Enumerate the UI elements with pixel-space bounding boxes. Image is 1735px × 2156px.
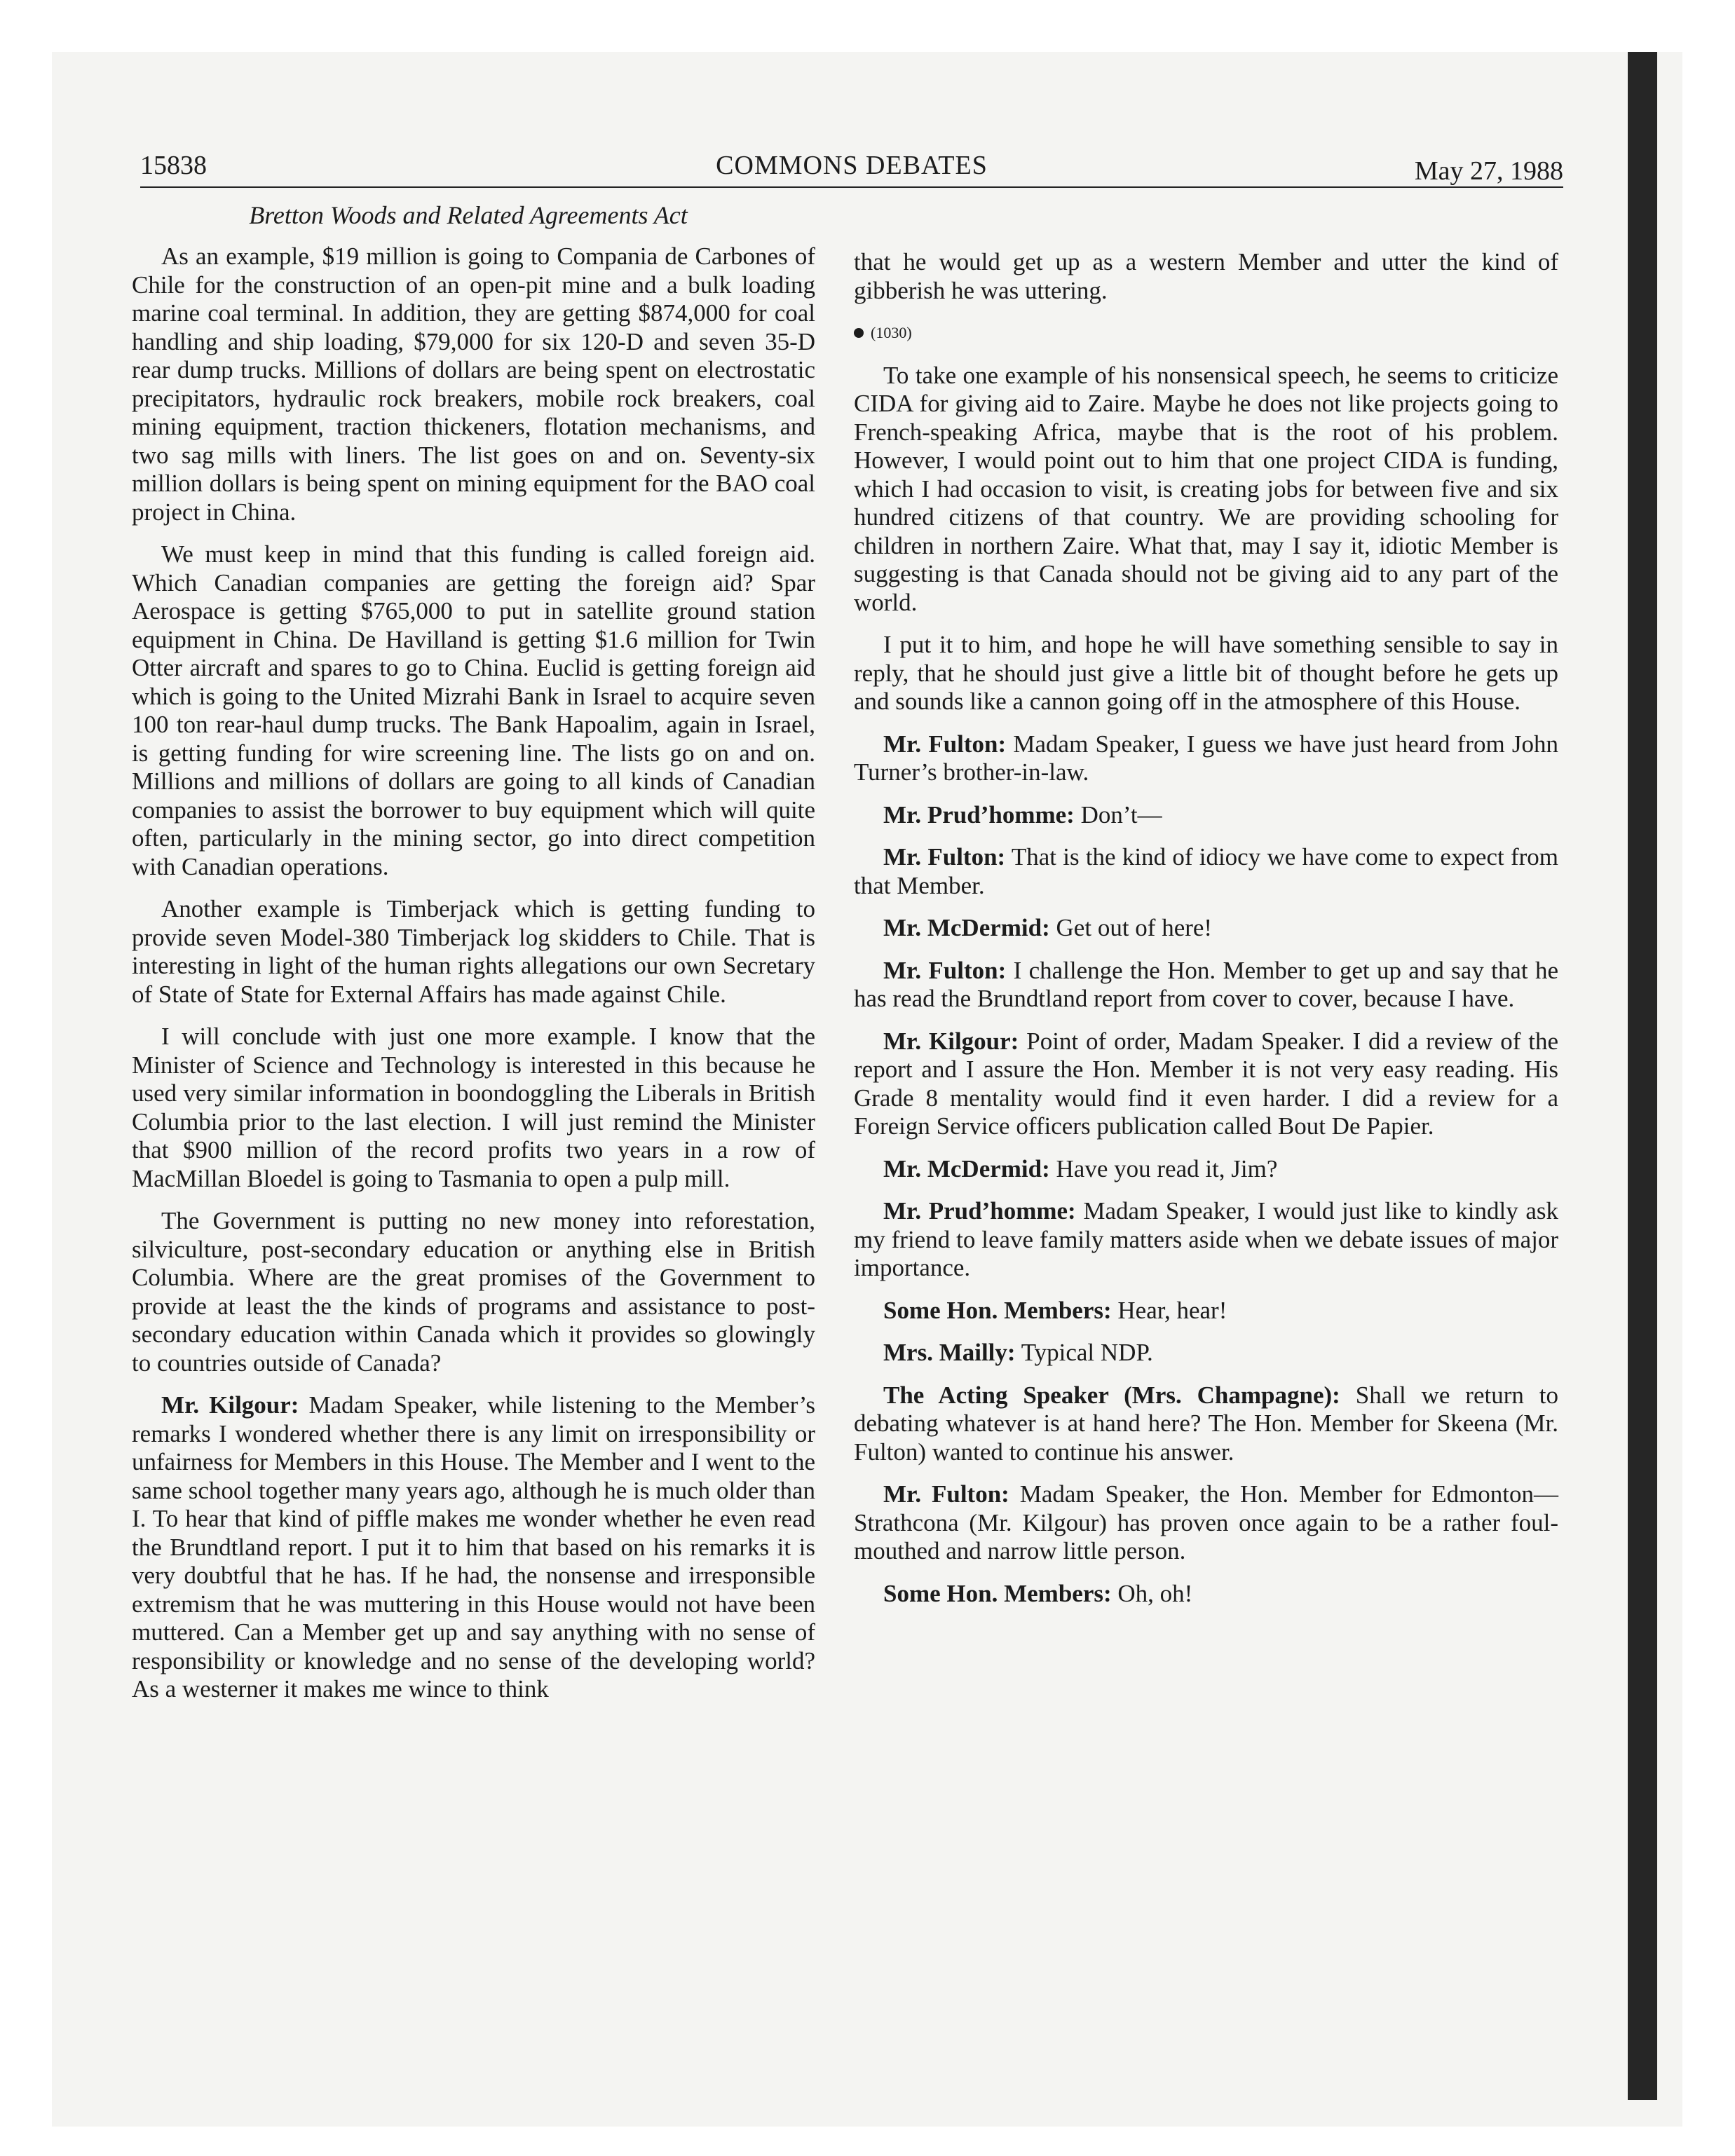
paragraph	[854, 1197, 1558, 1283]
paragraph	[854, 631, 1558, 716]
scan-edge-shadow	[1628, 52, 1657, 2100]
paragraph-text: Point of order, Madam Speaker. I did a review of the report and I assure the Hon. Member it is not very easy reading. His Grade 8 mentality would find it even harder. I did a review for a Foreign Service officers publication called Bout De Papier.	[854, 1027, 1559, 1140]
continued-paragraph: that he would get up as a western Member and utter the kind of gibberish he was uttering.	[854, 248, 1558, 304]
bill-title: Bretton Woods and Related Agreements Act	[249, 201, 688, 229]
paragraph-text: I put it to him, and hope he will have something sensible to say in reply, that he should just give a little bit of thought before he gets up and sounds like a cannon going off in the atmosphere of this House.	[854, 631, 1558, 715]
speaker-name: Mr. Fulton:	[883, 956, 1007, 984]
paragraph	[854, 1480, 1558, 1566]
paragraph-text: We must keep in mind that this funding is called foreign aid. Which Canadian companies are getting the foreign aid? Spar Aerospace is getting $765,000 to put in satellite ground station equipment in China. De Havilland is getting $1.6 million for Twin Otter aircraft and spares to go to China. Euclid is getting foreign aid which is going to the United Mizrahi Bank in Israel to acquire seven 100 ton rear-haul dump trucks. The Bank Hapoalim, again in Israel, is getting funding for wire screening line. The lists go on and on. Millions and millions of dollars are going to all kinds of Canadian companies to assist the borrower to buy equipment which will quite often, particularly in the mining sector, go into direct competition with Canadian operations.	[132, 540, 815, 880]
bullet-icon	[854, 328, 864, 338]
speaker-name: Some Hon. Members:	[883, 1296, 1112, 1324]
speaker-name: Mr. Prud’homme:	[883, 1197, 1076, 1224]
paragraph-text: Madam Speaker, the Hon. Member for Edmonton—Strathcona (Mr. Kilgour) has proven once again to be a rather foul-mouthed and narrow little person.	[854, 1480, 1559, 1564]
paragraph-text: Get out of here!	[1056, 914, 1213, 941]
paragraph	[132, 243, 815, 526]
paragraph	[854, 914, 1558, 943]
paragraph	[132, 1023, 815, 1193]
speaker-name: Mr. Kilgour:	[883, 1027, 1019, 1055]
page-header	[140, 140, 1563, 196]
paragraph	[132, 1207, 815, 1377]
paragraph	[854, 1297, 1558, 1325]
paragraph-text: Another example is Timberjack which is getting funding to provide seven Model-380 Timberjack log skidders to Chile. That is interesting in light of the human rights allegations our own Secretary of State of State for External Affairs has made against Chile.	[132, 895, 815, 1008]
time-marker	[854, 319, 1558, 348]
paragraph	[854, 1028, 1558, 1141]
paragraph-text: The Government is putting no new money into reforestation, silviculture, post-secondary education or anything else in British Columbia. Where are the great promises of the Government to provide at least the the kinds of programs and assistance to post-secondary education within Canada which it provides so glowingly to countries outside of Canada?	[132, 1207, 815, 1377]
paragraph-text: Madam Speaker, I guess we have just heard from John Turner’s brother-in-law.	[854, 730, 1559, 786]
paragraph	[854, 362, 1558, 618]
right-column-body	[854, 362, 1558, 1609]
paragraph	[854, 801, 1558, 830]
time-marker-label: (1030)	[871, 324, 912, 341]
paragraph	[854, 1580, 1558, 1609]
page-date: May 27, 1988	[1414, 156, 1563, 186]
paragraph-text: Don’t—	[1080, 800, 1162, 828]
left-column	[132, 243, 815, 1718]
speaker-name: Mr. Fulton:	[883, 843, 1006, 871]
paragraph-text: Oh, oh!	[1117, 1579, 1193, 1607]
paragraph-text: I will conclude with just one more example. I know that the Minister of Science and Technology is interested in this because he used very similar information in boondoggling the Liberals in British Columbia prior to the last election. I will just remind the Minister that $900 million of the record profits two years in a row of MacMillan Bloedel is going to Tasmania to open a pulp mill.	[132, 1023, 815, 1192]
paragraph-text: Typical NDP.	[1021, 1339, 1153, 1366]
paragraph	[854, 957, 1558, 1014]
speaker-name: Mrs. Mailly:	[883, 1339, 1016, 1366]
speaker-name: Some Hon. Members:	[883, 1579, 1112, 1607]
paragraph-text: To take one example of his nonsensical speech, he seems to criticize CIDA for giving aid to Zaire. Maybe he does not like projects going to French-speaking Africa, maybe that is the root of his problem. However, I would point out to him that one project CIDA is funding, which I had occasion to visit, is creating jobs for between five and six hundred citizens of that country. We are providing schooling for children in northern Zaire. What that, may I say it, idiotic Member is suggesting is that Canada should not be giving aid to any part of the world.	[854, 361, 1558, 616]
paragraph-text: Madam Speaker, while listening to the Member’s remarks I wondered whether there is any limit on irresponsibility or unfairness for Members in this House. The Member and I went to the same school together many years ago, although he is much older than I. To hear that kind of piffle makes me wonder whether he even read the Brundtland report. I put it to him that based on his remarks it is very doubtful that he has. If he had, the nonsense and irresponsible extremism that he was muttering in this House would not have been muttered. Can a Member get up and say anything with no sense of responsibility or knowledge and no sense of the developing world? As a westerner it makes me wince to think	[132, 1391, 816, 1703]
paragraph	[854, 1381, 1558, 1467]
paragraph	[854, 843, 1558, 900]
paragraph	[854, 730, 1558, 787]
speaker-name: Mr. Prud’homme:	[883, 800, 1075, 828]
header-rule	[140, 186, 1563, 188]
paragraph-text: I challenge the Hon. Member to get up and say that he has read the Brundtland report from cover to cover, because I have.	[854, 956, 1558, 1012]
paragraph	[132, 540, 815, 881]
speaker-name: Mr. Fulton:	[883, 730, 1007, 758]
paragraph	[854, 1339, 1558, 1367]
speaker-name: Mr. McDermid:	[883, 914, 1050, 941]
paragraph-text: Shall we return to debating whatever is at hand here? The Hon. Member for Skeena (Mr. Fulton) wanted to continue his answer.	[854, 1381, 1558, 1466]
paragraph-text: Have you read it, Jim?	[1056, 1154, 1278, 1182]
speaker-name: Mr. Kilgour:	[161, 1391, 299, 1419]
paragraph	[132, 1391, 815, 1704]
speaker-name: Mr. Fulton:	[883, 1480, 1009, 1508]
speaker-name: The Acting Speaker (Mrs. Champagne):	[883, 1381, 1340, 1409]
paragraph-text: Hear, hear!	[1117, 1296, 1227, 1324]
paragraph-text: Madam Speaker, I would just like to kindly ask my friend to leave family matters aside when we debate issues of major importance.	[854, 1197, 1558, 1281]
paragraph-text: That is the kind of idiocy we have come to expect from that Member.	[854, 843, 1558, 899]
paragraph	[132, 895, 815, 1009]
page-number: 15838	[140, 151, 207, 180]
paragraph-text: As an example, $19 million is going to Compania de Carbones of Chile for the construction of an open-pit mine and a bulk loading marine coal terminal. In addition, they are getting $874,000 for coal handling and ship loading, $79,000 for six 120-D and seven 35-D rear dump trucks. Millions of dollars are being spent on electrostatic precipitators, hydraulic rock breakers, mobile rock breakers, coal mining equipment, traction thickeners, flotation mechanisms, and two sag mills with liners. The list goes on and on. Seventy-six million dollars is being spent on mining equipment for the BAO coal project in China.	[132, 243, 815, 526]
paragraph	[854, 1155, 1558, 1184]
right-column	[854, 248, 1558, 1622]
speaker-name: Mr. McDermid:	[883, 1154, 1050, 1182]
publication-title: COMMONS DEBATES	[716, 151, 988, 180]
